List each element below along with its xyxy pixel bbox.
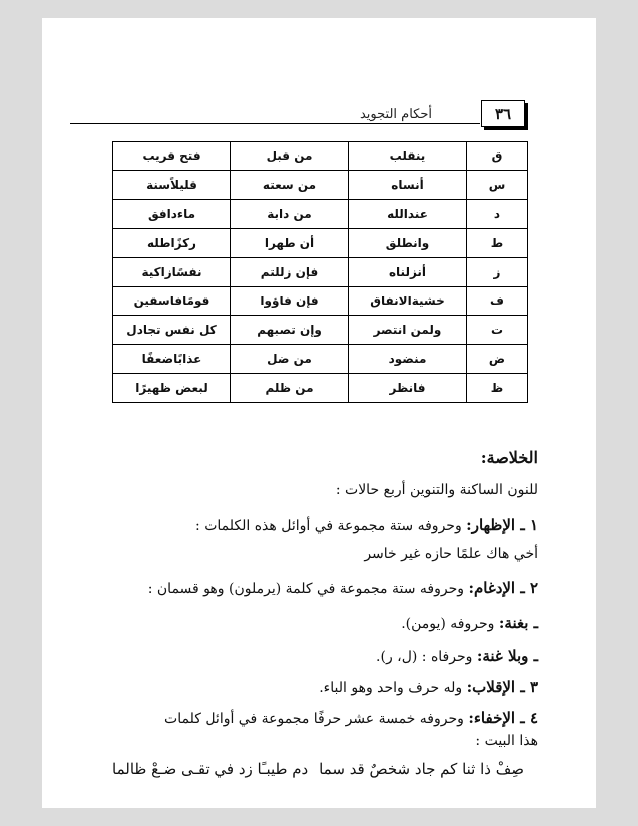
table-cell-phrase1: من قبل (231, 142, 349, 171)
izhar-line (98, 516, 538, 534)
ikhfa-poem-verse (112, 760, 524, 778)
table-cell-word: أنزلناه (349, 258, 467, 287)
ghunna-label: ـ بغنة: (498, 614, 538, 632)
ikhfa-line (98, 709, 538, 727)
table-cell-word: منضود (349, 345, 467, 374)
izhar-example-table (112, 141, 528, 403)
poem-second-hemistich: دم طيبـًا زد في تقـى ضـعْ ظالما (112, 760, 309, 778)
noghunna-text: وحرفاه : (ل، ر). (376, 649, 473, 665)
table-cell-letter: ق (467, 142, 528, 171)
izhar-label: ١ ـ الإظهار: (466, 516, 538, 534)
table-cell-letter: ظ (467, 374, 528, 403)
table-cell-phrase2: عذابًاضعفًا (113, 345, 231, 374)
table-cell-phrase2: قليلاًسنة (113, 171, 231, 200)
noghunna-label: ـ وبلا غنة: (476, 647, 538, 665)
ikhfa-text-continued: هذا البيت : (475, 733, 538, 749)
ikhfa-text: وحروفه خمسة عشر حرفًا مجموعة في أوائل كلمات (164, 711, 464, 727)
ghunna-text: وحروفه (يومن). (401, 616, 495, 632)
page-number: ٣٦ (481, 100, 525, 127)
table-cell-phrase1: فإن فاؤوا (231, 287, 349, 316)
table-cell-phrase2: كل نفس تجادل (113, 316, 231, 345)
table-cell-phrase1: أن طهرا (231, 229, 349, 258)
table-cell-phrase1: من ضل (231, 345, 349, 374)
table-cell-phrase2: نفسًازاكية (113, 258, 231, 287)
table-row (113, 316, 528, 345)
idgham-label: ٢ ـ الإدغام: (468, 579, 538, 597)
idgham-text: وحروفه ستة مجموعة في كلمة (يرملون) وهو قسمان : (147, 581, 464, 597)
iqlab-text: وله حرف واحد وهو الباء. (319, 680, 463, 696)
ikhfa-label: ٤ ـ الإخفاء: (468, 709, 538, 727)
table-cell-word: أنساه (349, 171, 467, 200)
izhar-text: وحروفه ستة مجموعة في أوائل هذه الكلمات : (195, 518, 462, 534)
table-cell-word: عندالله (349, 200, 467, 229)
table-cell-word: خشيةالانفاق (349, 287, 467, 316)
table-row (113, 171, 528, 200)
ghunna-line (98, 614, 538, 632)
table-row (113, 142, 528, 171)
table-row (113, 258, 528, 287)
table-cell-phrase2: ركزًاطله (113, 229, 231, 258)
poem-first-hemistich: صِفْ ذا ثنا كم جاد شخصٌ قد سما (319, 760, 524, 778)
idgham-line (98, 579, 538, 597)
table-cell-phrase2: لبعض ظهيرًا (113, 374, 231, 403)
table-cell-word: فانظر (349, 374, 467, 403)
table-cell-phrase2: قومًافاسقين (113, 287, 231, 316)
table-row (113, 374, 528, 403)
table-row (113, 287, 528, 316)
table-cell-letter: ط (467, 229, 528, 258)
header-rule (70, 123, 480, 124)
table-cell-phrase1: فإن زللتم (231, 258, 349, 287)
iqlab-line (98, 678, 538, 696)
table-cell-word: وانطلق (349, 229, 467, 258)
table-cell-word: ولمن انتصر (349, 316, 467, 345)
noghunna-line (98, 647, 538, 665)
table-cell-letter: ف (467, 287, 528, 316)
table-cell-letter: د (467, 200, 528, 229)
table-cell-letter: ض (467, 345, 528, 374)
running-header-title: أحكام التجويد (359, 107, 432, 122)
iqlab-label: ٣ ـ الإقلاب: (466, 678, 538, 696)
table-cell-letter: ت (467, 316, 528, 345)
table-cell-phrase1: من دابة (231, 200, 349, 229)
table-row (113, 200, 528, 229)
table-cell-phrase1: من ظلم (231, 374, 349, 403)
table-row (113, 229, 528, 258)
table-cell-phrase1: وإن تصبهم (231, 316, 349, 345)
summary-intro: للنون الساكنة والتنوين أربع حالات : (335, 482, 538, 498)
table-cell-phrase1: من سعته (231, 171, 349, 200)
table-row (113, 345, 528, 374)
table-cell-phrase2: فتح قريب (113, 142, 231, 171)
izhar-words: أخي هاك علمًا حازه غير خاسر (364, 546, 538, 562)
table-cell-letter: ز (467, 258, 528, 287)
table-cell-word: ينقلب (349, 142, 467, 171)
summary-heading: الخلاصة: (480, 448, 538, 467)
table-cell-letter: س (467, 171, 528, 200)
table-cell-phrase2: ماءدافق (113, 200, 231, 229)
